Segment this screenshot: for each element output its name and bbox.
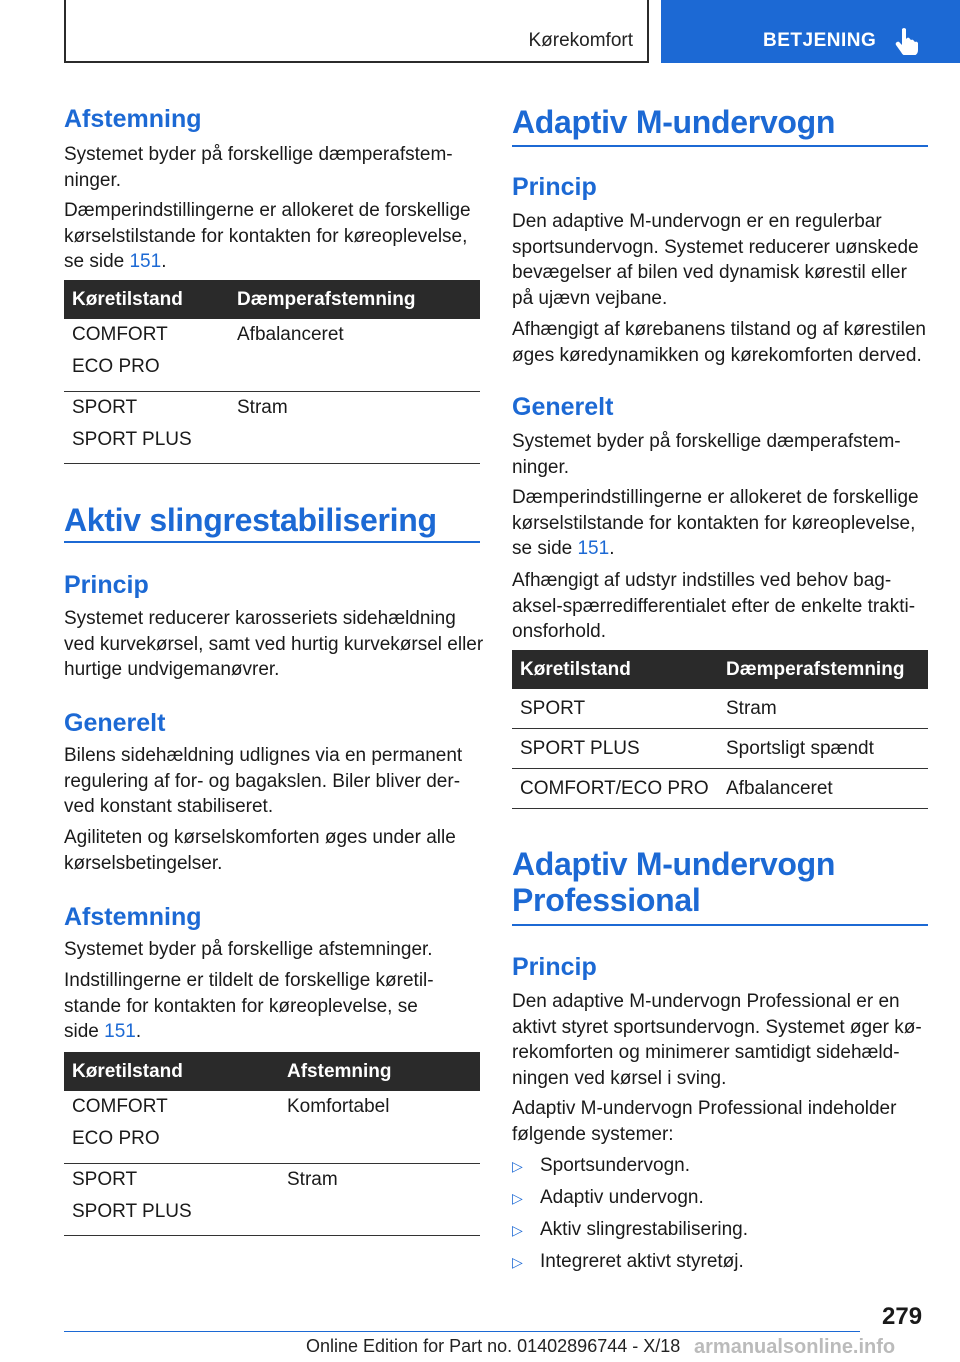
damper-table-1 [64,280,480,464]
heading-princip: Princip [512,953,597,981]
paragraph: Bilens sidehældning udlignes via en permanent regulering af for- og bagakslen. Biler bliver der- ved konstant stabiliseret. [64,745,463,817]
paragraph: Systemet reducerer karosseriets sidehældning ved kurvekørsel, samt ved hurtig kurvekørsel eller hurtige undvigemanøvrer. [64,608,484,680]
title-rule [64,541,480,543]
paragraph: Indstillingerne er tildelt de forskellige køretil- stande for kontakten for køreoplevelse, se side 151. [64,970,434,1042]
page-link[interactable]: 151 [104,1021,136,1042]
page-link[interactable]: 151 [129,251,162,272]
col-header: Dæmperafstemning [718,650,928,689]
section-title-aktiv: Aktiv slingrestabilisering [64,502,437,538]
page-link[interactable]: 151 [577,538,610,559]
heading-afstemning-1: Afstemning [64,105,202,133]
header-chapter-tab[interactable] [661,0,960,63]
paragraph: Systemet byder på forskellige dæmperafstem- ninger. [64,144,453,191]
list-item: ▷ Adaptiv undervogn. [512,1185,704,1211]
col-header: Dæmperafstemning [229,280,480,319]
paragraph: Afhængigt af udstyr indstilles ved behov bag- aksel-spærredifferentialet efter de enkelte trakti- onsforhold. [512,570,916,642]
list-item: ▷ Integreret aktivt styretøj. [512,1249,744,1275]
afstemning-table [64,1052,480,1236]
triangle-bullet-icon: ▷ [512,1158,523,1174]
paragraph: Dæmperindstillingerne er allokeret de forskellige kørselstilstande for kontakten for køreoplevelse, se side 151. [512,487,919,559]
watermark: armanualsonline.info [694,1336,896,1358]
heading-generelt: Generelt [512,393,614,421]
section-title-adaptiv: Adaptiv M-undervogn [512,104,836,140]
list-item: ▷ Aktiv slingrestabilisering. [512,1217,748,1243]
table-row: COMFORT ECO PRO Komfortabel [64,1091,480,1164]
section-title-professional: Adaptiv M-undervogn Professional [512,846,836,918]
col-header: Afstemning [279,1052,480,1091]
col-header: Køretilstand [64,1052,279,1091]
triangle-bullet-icon: ▷ [512,1254,523,1270]
table-row: SPORT SPORT PLUS Stram [64,392,480,464]
damper-table-2 [512,650,928,809]
table-row: COMFORT ECO PRO Afbalanceret [64,319,480,392]
title-rule [512,145,928,147]
table-row: SPORT SPORT PLUS Stram [64,1164,480,1236]
table-row: COMFORT/ECO PRO Afbalanceret [512,769,928,809]
paragraph: Systemet byder på forskellige dæmperafstem- ninger. [512,431,901,478]
paragraph: Den adaptive M-undervogn er en regulerbar sportsundervogn. Systemet reducerer uønskede bevægelser af bilen ved dynamisk kørestil eller på ujævn vejbane. [512,211,919,309]
heading-afstemning-2: Afstemning [64,903,202,931]
paragraph: Den adaptive M-undervogn Professional er en aktivt styret sportsundervogn. Systemet øger kø- rekomforten og minimerer samtidigt sidehæld- ningen ved kørsel i sving. [512,991,922,1089]
col-header: Køretilstand [512,650,718,689]
paragraph: Afhængigt af kørebanens tilstand og af kørestilen øges køredynamikken og kørekomforten derved. [512,319,927,366]
header-section-title: Kørekomfort [528,30,633,51]
triangle-bullet-icon: ▷ [512,1222,523,1238]
table-row: SPORT Stram [512,689,928,729]
heading-princip: Princip [512,173,597,201]
paragraph: Adaptiv M-undervogn Professional indeholder følgende systemer: [512,1098,897,1145]
table-row: SPORT PLUS Sportsligt spændt [512,729,928,769]
col-header: Køretilstand [64,280,229,319]
header-section-box [64,0,649,63]
hand-pointer-icon [894,27,920,55]
triangle-bullet-icon: ▷ [512,1190,523,1206]
footer-rule [64,1331,860,1332]
header-chapter-title: BETJENING [763,30,877,51]
footer-edition: Online Edition for Part no. 01402896744 - X/18 [306,1336,681,1356]
heading-princip: Princip [64,571,149,599]
title-rule [512,924,928,926]
heading-generelt: Generelt [64,709,166,737]
list-item: ▷ Sportsundervogn. [512,1153,690,1179]
page-number: 279 [882,1303,923,1330]
paragraph: Systemet byder på forskellige afstemninger. [64,939,433,960]
paragraph: Dæmperindstillingerne er allokeret de forskellige kørselstilstande for kontakten for køreoplevelse, se side 151. [64,200,471,272]
paragraph: Agiliteten og kørselskomforten øges under alle kørselsbetingelser. [64,827,456,874]
